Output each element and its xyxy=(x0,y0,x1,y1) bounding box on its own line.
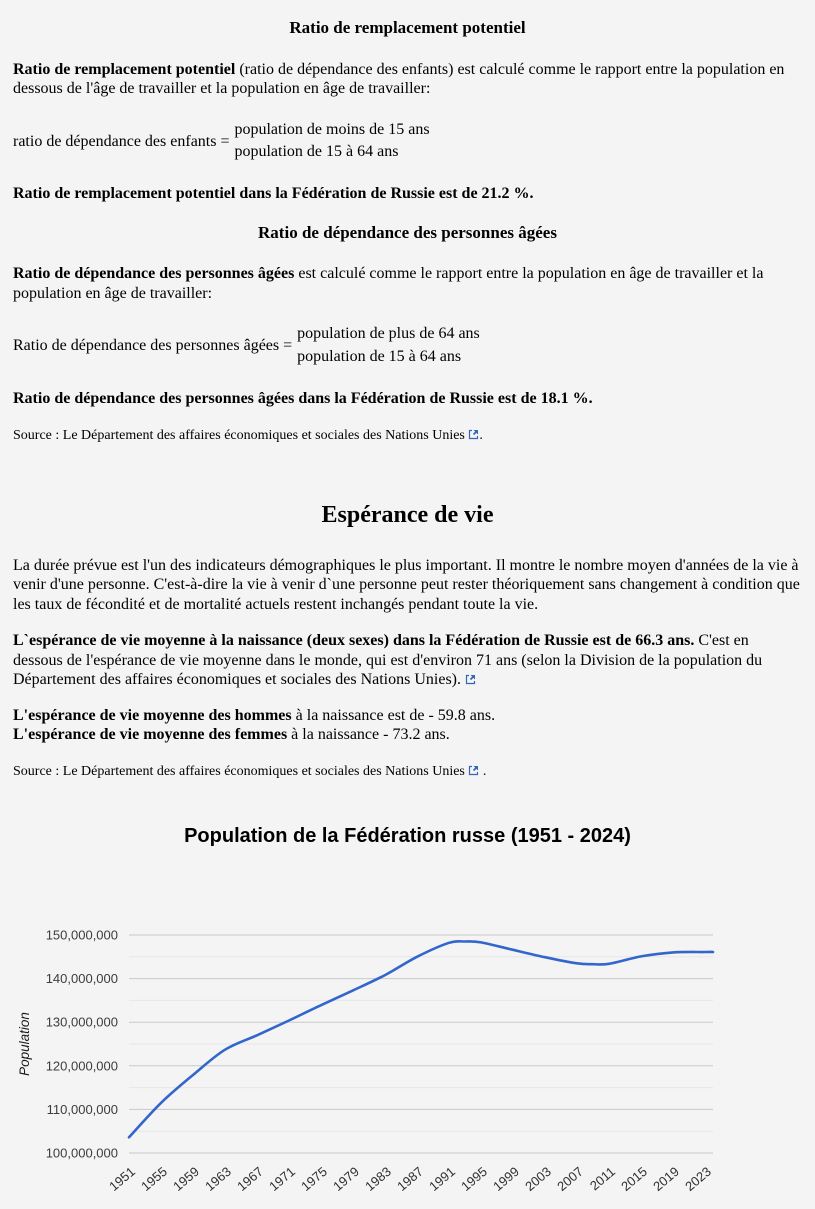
svg-text:2019: 2019 xyxy=(650,1163,682,1194)
fraction-denominator: population de 15 à 64 ans xyxy=(234,143,399,161)
life-expectancy-average xyxy=(13,631,802,690)
life-expectancy-heading: Espérance de vie xyxy=(321,501,494,528)
elderly-dependency-description-text: est calculé comme le rapport entre la population en âge de travailler et la population en âge de travailler: xyxy=(13,265,764,302)
source-line-dependency xyxy=(13,427,802,444)
svg-text:1955: 1955 xyxy=(138,1163,170,1194)
elderly-dependency-formula xyxy=(13,323,802,368)
men-life-expectancy-term: L'espérance de vie moyenne des hommes xyxy=(13,706,292,724)
life-expectancy-average-value: L`espérance de vie moyenne à la naissance (deux sexes) dans la Fédération de Russie est de 66.3 ans. xyxy=(13,632,695,650)
svg-text:1991: 1991 xyxy=(426,1163,458,1194)
fraction-denominator: population de 15 à 64 ans xyxy=(297,348,462,366)
svg-text:2023: 2023 xyxy=(682,1163,714,1194)
fraction-numerator: population de plus de 64 ans xyxy=(297,325,480,343)
svg-text:1987: 1987 xyxy=(394,1163,426,1194)
svg-text:1975: 1975 xyxy=(298,1163,330,1194)
svg-text:2007: 2007 xyxy=(554,1163,586,1194)
external-link-icon[interactable] xyxy=(468,763,479,780)
source-text: Source : Le Département des affaires économiques et sociales des Nations Unies xyxy=(13,428,465,444)
svg-text:130,000,000: 130,000,000 xyxy=(45,1014,118,1030)
svg-text:2011: 2011 xyxy=(586,1163,618,1194)
elderly-dependency-fraction xyxy=(297,323,480,368)
elderly-dependency-formula-label: Ratio de dépendance des personnes âgées = xyxy=(13,337,293,355)
men-life-expectancy-value: à la naissance est de - 59.8 ans. xyxy=(291,706,496,724)
fraction-numerator: population de moins de 15 ans xyxy=(234,120,430,138)
replacement-ratio-description-text: (ratio de dépendance des enfants) est calculé comme le rapport entre la population en dessous de l'âge de travailler et la population en âge de travailler: xyxy=(13,60,785,98)
svg-text:1995: 1995 xyxy=(458,1163,490,1194)
source-text-suffix: . xyxy=(479,764,487,780)
elderly-dependency-result: Ratio de dépendance des personnes âgées dans la Fédération de Russie est de 18.1 %. xyxy=(13,389,593,407)
elderly-dependency-term: Ratio de dépendance des personnes âgées xyxy=(13,265,295,283)
svg-text:2003: 2003 xyxy=(522,1163,554,1194)
women-life-expectancy-value: à la naissance - 73.2 ans. xyxy=(287,725,450,743)
children-dependency-formula xyxy=(13,119,802,164)
children-dependency-formula-label: ratio de dépendance des enfants = xyxy=(13,132,230,150)
population-chart-svg[interactable] xyxy=(13,853,815,1209)
replacement-ratio-term: Ratio de remplacement potentiel xyxy=(13,60,236,78)
women-life-expectancy-term: L'espérance de vie moyenne des femmes xyxy=(13,725,288,743)
svg-text:1971: 1971 xyxy=(266,1163,298,1194)
svg-text:2015: 2015 xyxy=(618,1163,650,1194)
svg-text:1983: 1983 xyxy=(362,1163,394,1194)
life-expectancy-world-comparison: C'est en dessous de l'espérance de vie moyenne dans le monde, qui est d'environ 71 ans (selon la Division de la population du Département des affaires économiques et sociales des Nations Unies). xyxy=(13,632,763,689)
svg-text:1959: 1959 xyxy=(170,1163,202,1194)
life-expectancy-by-sex xyxy=(13,707,802,744)
population-chart xyxy=(13,824,802,1208)
svg-text:140,000,000: 140,000,000 xyxy=(45,970,118,986)
replacement-ratio-result: Ratio de remplacement potentiel dans la Fédération de Russie est de 21.2 %. xyxy=(13,185,534,203)
svg-text:1951: 1951 xyxy=(106,1163,138,1194)
source-text: Source : Le Département des affaires économiques et sociales des Nations Unies xyxy=(13,764,465,780)
svg-text:150,000,000: 150,000,000 xyxy=(45,927,118,943)
svg-text:1999: 1999 xyxy=(490,1163,522,1194)
elderly-dependency-description xyxy=(13,264,802,303)
svg-text:110,000,000: 110,000,000 xyxy=(46,1101,118,1117)
children-dependency-fraction xyxy=(234,119,429,164)
elderly-dependency-heading: Ratio de dépendance des personnes âgées xyxy=(258,222,557,242)
external-link-icon[interactable] xyxy=(465,670,476,690)
svg-text:1967: 1967 xyxy=(234,1163,266,1194)
source-text-suffix: . xyxy=(479,428,483,444)
replacement-ratio-description xyxy=(13,60,802,99)
svg-text:120,000,000: 120,000,000 xyxy=(45,1058,118,1074)
svg-text:Population: Population xyxy=(17,1011,32,1076)
replacement-ratio-heading: Ratio de remplacement potentiel xyxy=(289,18,526,37)
source-line-life xyxy=(13,763,802,780)
population-chart-title: Population de la Fédération russe (1951 - 2024) xyxy=(184,825,631,848)
life-expectancy-intro: La durée prévue est l'un des indicateurs démographiques le plus important. Il montre le nombre moyen d'années de la vie à venir d'une personne. C'est-à-dire la vie à venir d`une personne peut rester théoriquement sans changement à condition que les taux de fécondité et de mortalité actuels restent inchangés pendant toute la vie. xyxy=(13,556,800,613)
svg-text:100,000,000: 100,000,000 xyxy=(45,1145,118,1161)
external-link-icon[interactable] xyxy=(468,427,479,444)
svg-text:1979: 1979 xyxy=(330,1163,362,1194)
svg-text:1963: 1963 xyxy=(202,1163,234,1194)
